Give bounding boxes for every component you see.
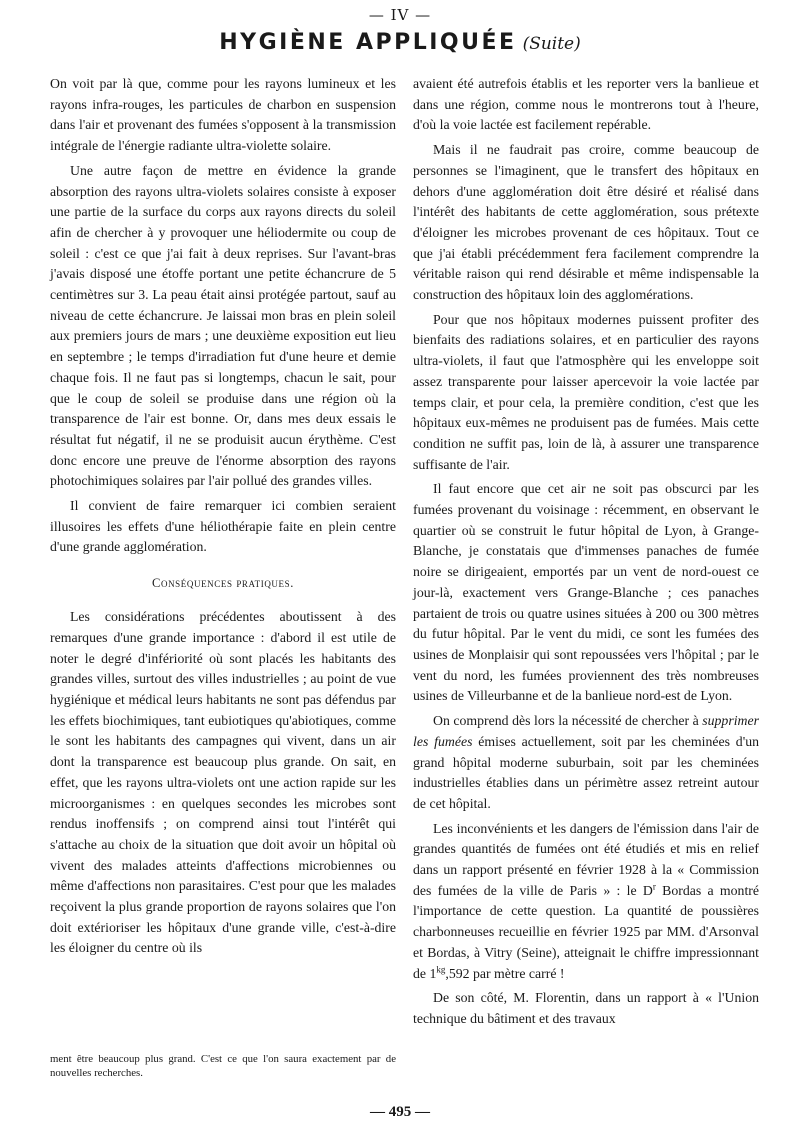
text-run: On comprend dès lors la nécessité de chercher à: [433, 713, 703, 729]
paragraph: On voit par là que, comme pour les rayons lumineux et les rayons infra-rouges, les particules de charbon en suspension dans l'air et provenant des fumées s'opposent à la transmission intégrale de l'énergie radiante ultra-violette solaire.: [50, 76, 396, 154]
text-run: Les inconvénients et les dangers de l'émission dans l'air de grandes quantités de fumées ont été étudiés et mis en relief dans un rapport présenté en février 1928 à la « Commission des fumées de la ville de Paris » : le D: [413, 820, 759, 898]
paragraph: [413, 711, 759, 815]
page-header: [0, 30, 800, 55]
paragraph: Une autre façon de mettre en évidence la grande absorption des rayons ultra-violets solaires consiste à exposer une partie de la surface du corps aux rayons directs du soleil afin de chercher à y provoquer une héliodermite ou coup de soleil : c'est ce que j'ai fait à deux reprises. Sur l'avant-bras j'avais disposé une étoffe portant une petite échancrure de 5 centimètres sur 3. La peau était ainsi protégée partout, sauf au niveau de cette échancrure. Je laissai mon bras en plein soleil aux premiers jours de mars ; une deuxième exposition eut lieu en septembre ; le temps d'irradiation fut d'une heure et demie chaque fois. Il ne faut pas si longtemps, chacun le sait, pour que le coup de soleil se produise dans une région où la transparence de l'air est bonne. Or, dans mes deux essais le résultat fut négatif, il ne se produisit aucun érythème. C'est donc encore une preuve de l'énorme absorption des rayons photochimiques solaires par l'air pollué des grandes villes.: [50, 162, 396, 489]
footnote: ment être beaucoup plus grand. C'est ce que l'on saura exactement par de nouvelles recherches.: [50, 1053, 396, 1079]
emphasis: supprimer les fumées: [413, 713, 759, 749]
text-run: Bordas a montré l'importance de cette question. La quantité de poussières charbonneuses recueillie en février 1925 par MM. d'Arsonval et Bordas, à Vitry (Seine), atteignait le chiffre impressionnant de 1: [413, 882, 760, 981]
page-number: — 495 —: [370, 1104, 430, 1120]
section-title: HYGIÈNE APPLIQUÉE: [219, 30, 517, 55]
superscript: r: [652, 881, 656, 892]
section-heading: Conséquences pratiques.: [152, 576, 294, 591]
roman-page-number: — IV —: [368, 6, 432, 24]
paragraph: Pour que nos hôpitaux modernes puissent profiter des bienfaits des radiations solaires, et en particulier des rayons ultra-violets, il faut que l'atmosphère qui les enveloppe soit assez transparente pour laisser apercevoir la voie lactée par temps clair, et pour cela, la première condition, c'est que les hôpitaux eux-mêmes ne produisent pas de fumées. Mais cette condition ne suffit pas, loin de là, à assurer une transparence suffisante de l'air.: [413, 311, 759, 472]
paragraph: [413, 819, 759, 985]
paragraph: Il faut encore que cet air ne soit pas obscurci par les fumées provenant du voisinage : récemment, en observant le quartier où se construit le futur hôpital de Lyon, à Grange-Blanche, je constatais que d'immenses panaches de fumée noire se dirigeaient, emportés par un vent de nord-ouest ce jour-là, exactement vers Grange-Blanche ; ces panaches partaient de trois ou quatre usines situées à 200 ou 300 mètres du futur hôpital. Par le vent du midi, ce sont les fumées des usines de Monplaisir qui sont repoussées vers l'hôpital ; par le vent du nord, les fumées proviennent des très nombreuses usines de Villeurbanne et de la banlieue nord-est de Lyon.: [413, 481, 759, 704]
text-run: émises actuellement, soit par les cheminées d'un grand hôpital moderne suburbain, soit par les cheminées industrielles établies dans un périmètre assez retreint autour de cet hôpital.: [413, 733, 759, 811]
paragraph: Les considérations précédentes aboutissent à des remarques d'une grande importance : d'abord il est utile de noter le degré d'infériorité où sont placés les habitants des grandes villes, surtout des villes industrielles ; au point de vue hygiénique et médical leurs habitants ne sont pas défendus par les effets biochimiques, tant eubiotiques qu'abiotiques, comme le sont les habitants des campagnes qui vivent, dans un air dont la transparence est beaucoup plus grande. On sait, en effet, que les rayons ultra-violets ont une action rapide sur les microorganismes : en quelques secondes les microbes sont rendus inoffensifs ; on comprend ainsi tout l'intérêt qui s'attache au choix de la situation que doit avoir un hôpital où vivent des malades atteints d'affections microbiennes ou même d'affections non parasitaires. C'est pour que les malades reçoivent la plus grande proportion de rayons solaires que l'on doit extérioriser les hôpitaux d'une grande ville, c'est-à-dire les éloigner du centre où ils: [50, 609, 396, 956]
left-column: [50, 74, 396, 963]
paragraph: De son côté, M. Florentin, dans un rapport à « l'Union technique du bâtiment et des travaux: [413, 990, 759, 1026]
superscript: kg: [436, 963, 446, 974]
section-title-suffix: (Suite): [522, 34, 581, 54]
paragraph: avaient été autrefois établis et les reporter vers la banlieue et dans une région, comme nous le montrerons tout à l'heure, d'où la voie lactée est facilement repérable.: [413, 76, 759, 133]
right-column: [413, 74, 759, 1034]
paragraph: Il convient de faire remarquer ici combien seraient illusoires les effets d'une héliothérapie faite en plein centre d'une grande agglomération.: [50, 498, 396, 555]
paragraph: Mais il ne faudrait pas croire, comme beaucoup de personnes se l'imaginent, que le transfert des hôpitaux en dehors d'une agglomération doit être désiré et réalisé dans l'intérêt des habitants de cette agglomération, sous prétexte d'éloigner les microbes provenant de ces hôpitaux. Tout ce que j'ai établi précédemment fera facilement comprendre la véritable raison qui rend désirable et même indispensable la construction des hôpitaux loin des agglomérations.: [413, 142, 759, 303]
text-run: ,592 par mètre carré !: [445, 965, 565, 981]
